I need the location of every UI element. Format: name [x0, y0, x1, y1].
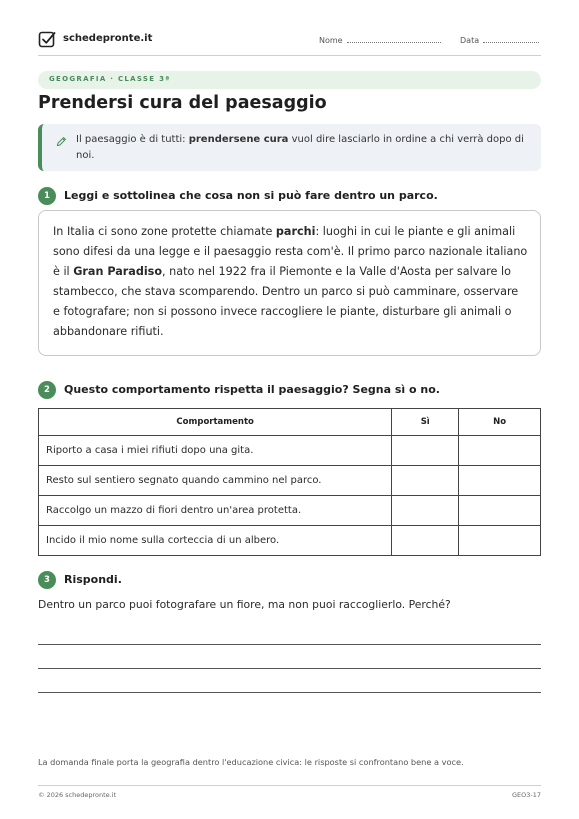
no-cell[interactable]: [459, 496, 541, 526]
section-2-heading: [38, 381, 458, 399]
section-3-heading: [38, 571, 238, 589]
section-3-title: Rispondi.: [64, 573, 122, 586]
callout-text: Il paesaggio è di tutti: prendersene cura vuol dire lasciarlo in ordine a chi verrà dopo di noi.: [76, 134, 524, 161]
page-header: [38, 30, 541, 56]
yes-cell[interactable]: [392, 436, 459, 466]
behaviour-cell: Incido il mio nome sulla corteccia di un albero.: [39, 526, 392, 556]
footer-divider: [38, 785, 541, 786]
name-blank[interactable]: [347, 35, 441, 43]
section-2-title: Questo comportamento rispetta il paesaggio? Segna sì o no.: [64, 383, 440, 396]
section-number-badge: 3: [38, 571, 56, 589]
table-row: [39, 466, 541, 496]
column-header-no: No: [459, 409, 541, 436]
callout-emphasis: prendersene cura: [188, 134, 289, 145]
column-header-behaviour: Comportamento: [39, 409, 392, 436]
footer-copyright: © 2026 schedepronte.it: [38, 791, 117, 799]
table-row: [39, 496, 541, 526]
question-text: Dentro un parco puoi fotografare un fiore, ma non puoi raccoglierlo. Perché?: [38, 598, 451, 611]
section-1-title: Leggi e sottolinea che cosa non si può fare dentro un parco.: [64, 189, 438, 202]
brand-name: schedepronte.it: [63, 33, 153, 44]
table-row: [39, 526, 541, 556]
answer-line[interactable]: [38, 668, 541, 669]
section-1-heading: [38, 187, 458, 205]
date-blank[interactable]: [483, 35, 539, 43]
yes-cell[interactable]: [392, 466, 459, 496]
page-title: Prendersi cura del paesaggio: [38, 93, 327, 113]
term-parchi: parchi: [275, 225, 316, 238]
behaviour-cell: Riporto a casa i miei rifiuti dopo una gita.: [39, 436, 392, 466]
subject-label: GEOGRAFIA · CLASSE 3ª: [49, 75, 171, 83]
date-field[interactable]: [460, 35, 539, 45]
answer-line[interactable]: [38, 644, 541, 645]
column-header-yes: Sì: [392, 409, 459, 436]
reading-passage-box: [38, 210, 541, 356]
behaviour-cell: Raccolgo un mazzo di fiori dentro un'area protetta.: [39, 496, 392, 526]
no-cell[interactable]: [459, 466, 541, 496]
intro-callout: [38, 124, 541, 171]
section-number-badge: 2: [38, 381, 56, 399]
table-header-row: [39, 409, 541, 436]
name-field[interactable]: [319, 35, 441, 45]
checkbox-logo-icon: [38, 30, 56, 48]
subject-bar: [38, 71, 541, 89]
no-cell[interactable]: [459, 436, 541, 466]
name-label: Nome: [319, 36, 343, 45]
teacher-footnote: La domanda finale porta la geografia dentro l'educazione civica: le risposte si confrontano bene a voce.: [38, 757, 464, 767]
no-cell[interactable]: [459, 526, 541, 556]
yes-cell[interactable]: [392, 526, 459, 556]
table-row: [39, 436, 541, 466]
term-gran-paradiso: Gran Paradiso: [73, 265, 163, 278]
yes-cell[interactable]: [392, 496, 459, 526]
behaviour-table: [38, 408, 541, 556]
footer-code: GEO3-17: [511, 791, 541, 799]
behaviour-cell: Resto sul sentiero segnato quando cammino nel parco.: [39, 466, 392, 496]
pencil-icon: [56, 136, 67, 147]
answer-line[interactable]: [38, 692, 541, 693]
date-label: Data: [460, 36, 480, 45]
section-number-badge: 1: [38, 187, 56, 205]
reading-passage[interactable]: In Italia ci sono zone protette chiamate parchi: luoghi in cui le piante e gli animali sono difesi da una legge e il paesaggio resta com'è. Il primo parco nazionale italiano è il Gran Paradiso, nato nel 1922 fra il Piemonte e la Valle d'Aosta per salvare lo stambecco, che stava scomparendo. Dentro un parco si può camminare, osservare e fotografare; non si possono invece raccogliere le piante, disturbare gli animali o abbandonare rifiuti.: [53, 225, 528, 338]
